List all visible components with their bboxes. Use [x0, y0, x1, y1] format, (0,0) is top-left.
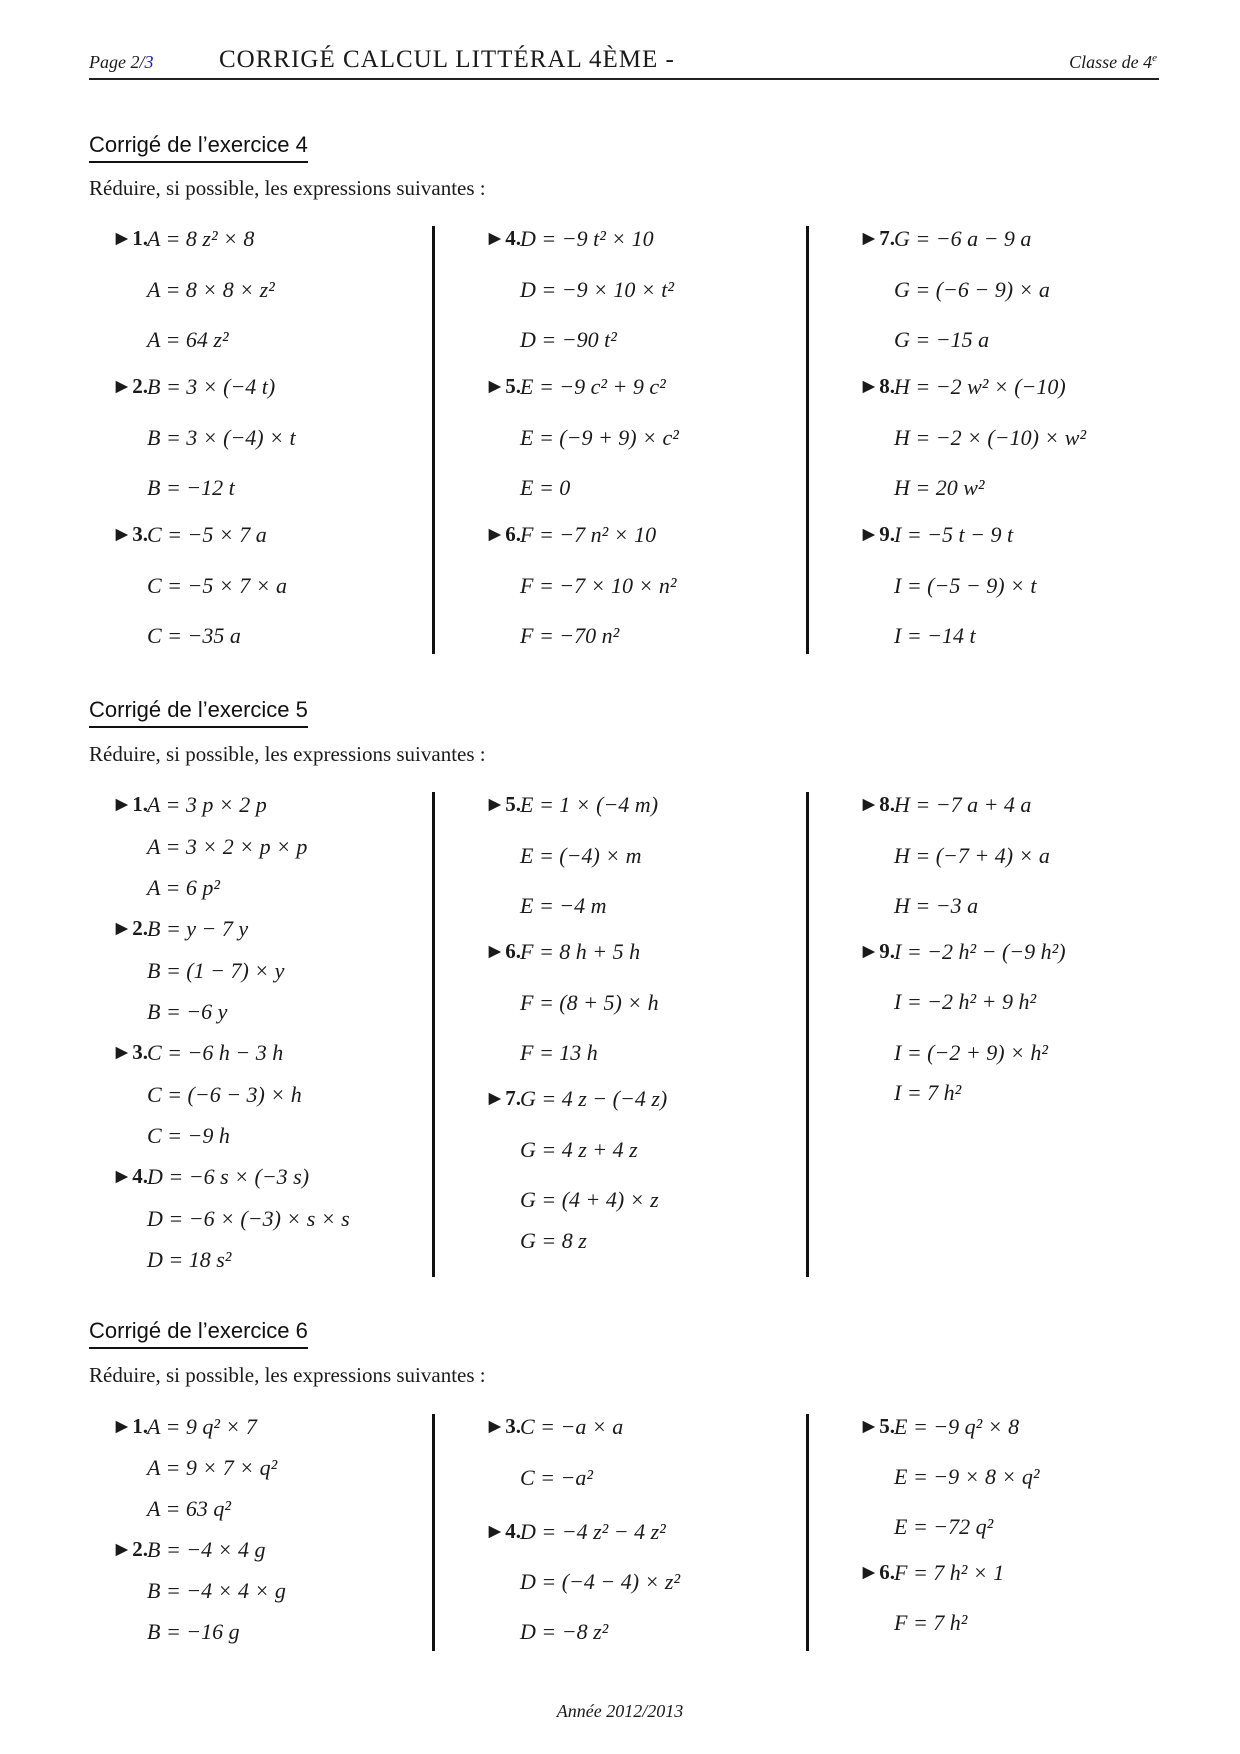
page-label: Page 2/ — [89, 52, 145, 72]
item-number: ►3. — [111, 1040, 148, 1064]
expression-line: C = −a × a — [520, 1414, 624, 1439]
expression-line: B = −12 t — [147, 475, 235, 500]
item-number: ►8. — [858, 792, 895, 816]
expression-line: E = −4 m — [520, 893, 607, 918]
expression-line: B = 3 × (−4 t) — [147, 374, 276, 399]
expression-line: G = 4 z − (−4 z) — [520, 1086, 668, 1111]
expression-line: H = 20 w² — [894, 475, 985, 500]
expression-line: C = −5 × 7 × a — [147, 573, 288, 598]
class-label — [1069, 52, 1157, 73]
expression-line: B = 3 × (−4) × t — [147, 425, 296, 450]
item-number: ►1. — [111, 226, 148, 250]
item-number: ►2. — [111, 374, 148, 398]
expression-line: D = −6 × (−3) × s × s — [147, 1206, 350, 1231]
expression-line: G = −6 a − 9 a — [894, 226, 1032, 251]
expression-line: I = −5 t − 9 t — [894, 522, 1014, 547]
expression-line: F = 8 h + 5 h — [520, 939, 641, 964]
item-number: ►6. — [858, 1560, 895, 1584]
expression-line: G = 4 z + 4 z — [520, 1137, 638, 1162]
item-number: ►4. — [484, 226, 521, 250]
expression-line: C = (−6 − 3) × h — [147, 1082, 302, 1107]
expression-line: I = −14 t — [894, 623, 976, 648]
item-number: ►1. — [111, 792, 148, 816]
expression-line: A = 64 z² — [147, 327, 229, 352]
expression-line: A = 8 × 8 × z² — [147, 277, 275, 302]
expression-line: F = −7 × 10 × n² — [520, 573, 677, 598]
expression-line: D = −8 z² — [520, 1619, 609, 1644]
expression-line: F = −70 n² — [520, 623, 620, 648]
item-number: ►2. — [111, 1537, 148, 1561]
expression-line: H = −3 a — [894, 893, 979, 918]
expression-line: I = 7 h² — [894, 1080, 962, 1105]
column-divider — [806, 792, 809, 1277]
expression-line: E = 0 — [520, 475, 571, 500]
item-number: ►7. — [858, 226, 895, 250]
expression-line: B = y − 7 y — [147, 916, 249, 941]
column-divider — [432, 226, 435, 654]
item-number: ►3. — [484, 1414, 521, 1438]
column-divider — [806, 226, 809, 654]
expression-line: G = 8 z — [520, 1228, 587, 1253]
expression-line: E = 1 × (−4 m) — [520, 792, 659, 817]
expression-line: A = 6 p² — [147, 875, 220, 900]
expression-line: E = −9 c² + 9 c² — [520, 374, 666, 399]
column-divider — [432, 1414, 435, 1651]
expression-line: A = 3 p × 2 p — [147, 792, 267, 817]
expression-line: H = −7 a + 4 a — [894, 792, 1032, 817]
item-number: ►6. — [484, 522, 521, 546]
item-number: ►5. — [484, 374, 521, 398]
footer-year: Année 2012/2013 — [556, 1701, 684, 1721]
item-number: ►9. — [858, 939, 895, 963]
expression-line: F = −7 n² × 10 — [520, 522, 657, 547]
expression-line: G = (4 + 4) × z — [520, 1187, 659, 1212]
expression-line: I = (−5 − 9) × t — [894, 573, 1037, 598]
expression-line: H = (−7 + 4) × a — [894, 843, 1050, 868]
item-number: ►9. — [858, 522, 895, 546]
expression-line: H = −2 w² × (−10) — [894, 374, 1066, 399]
expression-line: C = −5 × 7 a — [147, 522, 267, 547]
item-number: ►8. — [858, 374, 895, 398]
expression-line: B = −16 g — [147, 1619, 240, 1644]
exercise-instruction: Réduire, si possible, les expressions suivantes : — [89, 1363, 486, 1387]
expression-line: C = −a² — [520, 1465, 593, 1490]
item-number: ►5. — [484, 792, 521, 816]
exercise-title: Corrigé de l’exercice 5 — [89, 697, 308, 728]
expression-line: F = 7 h² × 1 — [894, 1560, 1005, 1585]
expression-line: G = −15 a — [894, 327, 990, 352]
class-suffix: e — [1152, 52, 1157, 64]
expression-line: A = 3 × 2 × p × p — [147, 834, 308, 859]
expression-line: D = −4 z² − 4 z² — [520, 1519, 666, 1544]
item-number: ►5. — [858, 1414, 895, 1438]
expression-line: I = −2 h² + 9 h² — [894, 989, 1037, 1014]
class-prefix: Classe de 4 — [1069, 52, 1153, 72]
expression-line: F = (8 + 5) × h — [520, 990, 659, 1015]
expression-line: C = −9 h — [147, 1123, 230, 1148]
expression-line: F = 7 h² — [894, 1610, 968, 1635]
item-number: ►7. — [484, 1086, 521, 1110]
item-number: ►2. — [111, 916, 148, 940]
expression-line: G = (−6 − 9) × a — [894, 277, 1050, 302]
expression-line: E = −9 q² × 8 — [894, 1414, 1020, 1439]
expression-line: D = −9 t² × 10 — [520, 226, 654, 251]
item-number: ►1. — [111, 1414, 148, 1438]
expression-line: C = −35 a — [147, 623, 241, 648]
expression-line: D = 18 s² — [147, 1247, 232, 1272]
expression-line: E = (−4) × m — [520, 843, 642, 868]
item-number: ►4. — [111, 1164, 148, 1188]
expression-line: E = −9 × 8 × q² — [894, 1464, 1040, 1489]
expression-line: I = −2 h² − (−9 h²) — [894, 939, 1066, 964]
expression-line: B = −6 y — [147, 999, 228, 1024]
expression-line: B = (1 − 7) × y — [147, 958, 285, 983]
expression-line: D = (−4 − 4) × z² — [520, 1569, 681, 1594]
expression-line: A = 63 q² — [147, 1496, 231, 1521]
expression-line: D = −90 t² — [520, 327, 617, 352]
expression-line: F = 13 h — [520, 1040, 598, 1065]
exercise-title: Corrigé de l’exercice 4 — [89, 132, 308, 163]
expression-line: D = −6 s × (−3 s) — [147, 1164, 310, 1189]
item-number: ►6. — [484, 939, 521, 963]
exercise-instruction: Réduire, si possible, les expressions suivantes : — [89, 742, 486, 766]
column-divider — [432, 792, 435, 1277]
item-number: ►3. — [111, 522, 148, 546]
expression-line: E = −72 q² — [894, 1514, 994, 1539]
expression-line: E = (−9 + 9) × c² — [520, 425, 679, 450]
page-number — [89, 52, 154, 73]
expression-line: B = −4 × 4 × g — [147, 1578, 286, 1603]
column-divider — [806, 1414, 809, 1651]
exercise-title: Corrigé de l’exercice 6 — [89, 1318, 308, 1349]
expression-line: A = 9 × 7 × q² — [147, 1455, 278, 1480]
expression-line: I = (−2 + 9) × h² — [894, 1040, 1048, 1065]
exercise-instruction: Réduire, si possible, les expressions suivantes : — [89, 176, 486, 200]
expression-line: D = −9 × 10 × t² — [520, 277, 674, 302]
expression-line: B = −4 × 4 g — [147, 1537, 266, 1562]
expression-line: A = 8 z² × 8 — [147, 226, 255, 251]
item-number: ►4. — [484, 1519, 521, 1543]
expression-line: A = 9 q² × 7 — [147, 1414, 257, 1439]
expression-line: C = −6 h − 3 h — [147, 1040, 284, 1065]
page-total-link[interactable]: 3 — [144, 52, 154, 72]
document-title: CORRIGÉ CALCUL LITTÉRAL 4ÈME - — [219, 46, 675, 73]
expression-line: H = −2 × (−10) × w² — [894, 425, 1087, 450]
page-header — [89, 44, 1159, 80]
